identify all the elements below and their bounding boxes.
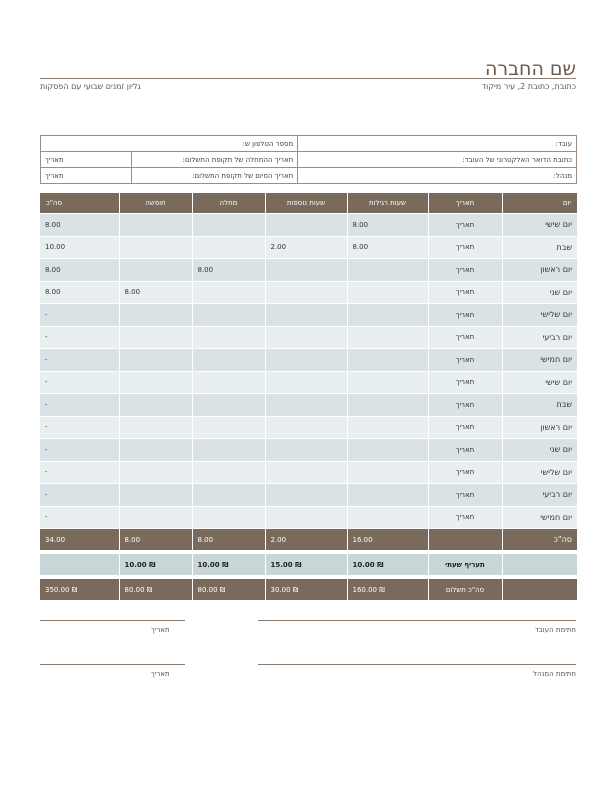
cell-day[interactable]: יום חמישי — [502, 506, 577, 529]
cell-regular[interactable] — [347, 259, 428, 282]
cell-vacation[interactable]: 8.00 — [119, 281, 192, 304]
cell-sick[interactable]: 8.00 — [192, 259, 265, 282]
cell-total: - — [40, 439, 119, 462]
cell-sick[interactable] — [192, 484, 265, 507]
cell-date[interactable]: תאריך — [428, 236, 502, 259]
cell-vacation[interactable] — [119, 461, 192, 484]
cell-vacation[interactable] — [119, 439, 192, 462]
cell-regular[interactable] — [347, 439, 428, 462]
employee-label[interactable]: עובד: — [298, 136, 577, 152]
cell-date[interactable]: תאריך — [428, 259, 502, 282]
cell-regular[interactable] — [347, 394, 428, 417]
cell-regular[interactable] — [347, 304, 428, 327]
cell-total: - — [40, 304, 119, 327]
cell-day[interactable]: יום רביעי — [502, 326, 577, 349]
timesheet-table — [40, 193, 577, 600]
manager-signature-label: חתימת המנהל — [532, 670, 576, 678]
cell-date[interactable]: תאריך — [428, 214, 502, 237]
manager-label[interactable]: מנהל: — [298, 168, 577, 184]
cell-total: - — [40, 506, 119, 529]
rate-regular[interactable]: ₪ 10.00 — [347, 554, 428, 576]
employee-signature-line[interactable] — [258, 620, 576, 621]
cell-overtime[interactable] — [265, 439, 347, 462]
pay-regular: ₪ 160.00 — [347, 579, 428, 601]
cell-date[interactable]: תאריך — [428, 439, 502, 462]
cell-vacation[interactable] — [119, 394, 192, 417]
cell-vacation[interactable] — [119, 484, 192, 507]
cell-vacation[interactable] — [119, 236, 192, 259]
totals-overtime: 2.00 — [265, 529, 347, 551]
rate-total-empty — [40, 554, 119, 576]
table-row — [40, 484, 577, 507]
cell-sick[interactable] — [192, 461, 265, 484]
manager-signature-line[interactable] — [258, 664, 576, 665]
cell-day[interactable]: יום חמישי — [502, 349, 577, 372]
table-row — [40, 394, 577, 417]
cell-overtime[interactable] — [265, 416, 347, 439]
cell-regular[interactable] — [347, 326, 428, 349]
cell-sick[interactable] — [192, 236, 265, 259]
cell-total: - — [40, 371, 119, 394]
cell-date[interactable]: תאריך — [428, 461, 502, 484]
email-label[interactable]: כתובת הדואר האלקטרוני של העובד: — [298, 152, 577, 168]
cell-sick[interactable] — [192, 416, 265, 439]
table-row — [40, 281, 577, 304]
cell-regular[interactable] — [347, 416, 428, 439]
totals-vacation: 8.00 — [119, 529, 192, 551]
cell-sick[interactable] — [192, 506, 265, 529]
employee-signature-label: חתימת העובד — [534, 626, 576, 634]
cell-regular[interactable] — [347, 506, 428, 529]
col-day: יום — [502, 193, 577, 214]
header-divider — [40, 78, 576, 79]
pay-sick: ₪ 80.00 — [192, 579, 265, 601]
cell-regular[interactable] — [347, 461, 428, 484]
cell-overtime[interactable] — [265, 394, 347, 417]
col-overtime: שעות נוספות — [265, 193, 347, 214]
col-date: תאריך — [428, 193, 502, 214]
col-total: סה"כ — [40, 193, 119, 214]
cell-overtime[interactable] — [265, 461, 347, 484]
cell-total: - — [40, 484, 119, 507]
period-start-label: תאריך ההתחלה של תקופת התשלום: — [132, 152, 298, 168]
cell-overtime[interactable] — [265, 371, 347, 394]
cell-vacation[interactable] — [119, 304, 192, 327]
cell-sick[interactable] — [192, 371, 265, 394]
cell-regular[interactable]: 8.00 — [347, 214, 428, 237]
cell-overtime[interactable]: 2.00 — [265, 236, 347, 259]
col-sick: מחלה — [192, 193, 265, 214]
table-row — [40, 259, 577, 282]
phone-label[interactable]: מספר הטלפון ש: — [41, 136, 298, 152]
cell-date[interactable]: תאריך — [428, 304, 502, 327]
rate-label: תעריף שעתי — [428, 554, 502, 576]
cell-overtime[interactable] — [265, 304, 347, 327]
cell-vacation[interactable] — [119, 416, 192, 439]
cell-date[interactable]: תאריך — [428, 416, 502, 439]
cell-sick[interactable] — [192, 349, 265, 372]
rate-sick[interactable]: ₪ 10.00 — [192, 554, 265, 576]
table-row — [40, 371, 577, 394]
totals-total: 34.00 — [40, 529, 119, 551]
cell-date[interactable]: תאריך — [428, 484, 502, 507]
cell-regular[interactable] — [347, 349, 428, 372]
rate-empty-cell — [502, 554, 577, 576]
cell-overtime[interactable] — [265, 349, 347, 372]
employee-date-line[interactable] — [40, 620, 185, 621]
table-row — [40, 461, 577, 484]
table-row — [40, 416, 577, 439]
cell-day[interactable]: שבת — [502, 394, 577, 417]
cell-vacation[interactable] — [119, 371, 192, 394]
cell-total: 10.00 — [40, 236, 119, 259]
rate-row — [40, 554, 577, 576]
cell-total: - — [40, 349, 119, 372]
table-row — [40, 304, 577, 327]
cell-total: - — [40, 416, 119, 439]
pay-label: סה"כ תשלום — [428, 579, 502, 601]
cell-total: 8.00 — [40, 281, 119, 304]
cell-vacation[interactable] — [119, 326, 192, 349]
cell-sick[interactable] — [192, 304, 265, 327]
pay-overtime: ₪ 30.00 — [265, 579, 347, 601]
cell-total: - — [40, 461, 119, 484]
cell-regular[interactable] — [347, 371, 428, 394]
table-row — [40, 506, 577, 529]
employee-info-table — [40, 135, 577, 184]
cell-date[interactable]: תאריך — [428, 349, 502, 372]
period-end-value[interactable]: תאריך — [41, 168, 132, 184]
cell-total: 8.00 — [40, 259, 119, 282]
cell-day[interactable]: יום שלישי — [502, 304, 577, 327]
rate-vacation[interactable]: ₪ 10.00 — [119, 554, 192, 576]
cell-sick[interactable] — [192, 439, 265, 462]
manager-date-line[interactable] — [40, 664, 185, 665]
cell-date[interactable]: תאריך — [428, 506, 502, 529]
rate-overtime[interactable]: ₪ 15.00 — [265, 554, 347, 576]
totals-sick: 8.00 — [192, 529, 265, 551]
company-name: שם החברה — [484, 58, 576, 80]
table-row — [40, 439, 577, 462]
cell-overtime[interactable] — [265, 506, 347, 529]
totals-label: סה"כ — [502, 529, 577, 551]
document-subtitle: גליון זמנים שבועי עם הפסקות — [40, 82, 141, 91]
cell-sick[interactable] — [192, 326, 265, 349]
cell-day[interactable]: יום ראשון — [502, 259, 577, 282]
cell-date[interactable]: תאריך — [428, 394, 502, 417]
period-end-label: תאריך הסיום של תקופת התשלום: — [132, 168, 298, 184]
pay-vacation: ₪ 80.00 — [119, 579, 192, 601]
table-row — [40, 326, 577, 349]
cell-day[interactable]: יום רביעי — [502, 484, 577, 507]
cell-sick[interactable] — [192, 281, 265, 304]
totals-regular: 16.00 — [347, 529, 428, 551]
cell-date[interactable]: תאריך — [428, 371, 502, 394]
cell-vacation[interactable] — [119, 506, 192, 529]
cell-day[interactable]: יום שני — [502, 439, 577, 462]
company-address: כתובת, כתובת 2, עיר מיקוד — [481, 82, 576, 91]
cell-date[interactable]: תאריך — [428, 281, 502, 304]
cell-sick[interactable] — [192, 394, 265, 417]
cell-regular[interactable] — [347, 484, 428, 507]
cell-overtime[interactable] — [265, 281, 347, 304]
period-start-value[interactable]: תאריך — [41, 152, 132, 168]
cell-day[interactable]: יום שני — [502, 281, 577, 304]
table-row — [40, 236, 577, 259]
cell-total: - — [40, 394, 119, 417]
cell-overtime[interactable] — [265, 259, 347, 282]
cell-day[interactable]: שבת — [502, 236, 577, 259]
cell-total: 8.00 — [40, 214, 119, 237]
pay-total: ₪ 350.00 — [40, 579, 119, 601]
cell-regular[interactable]: 8.00 — [347, 236, 428, 259]
cell-overtime[interactable] — [265, 484, 347, 507]
totals-row — [40, 529, 577, 551]
col-vacation: חופשה — [119, 193, 192, 214]
cell-vacation[interactable] — [119, 259, 192, 282]
cell-overtime[interactable] — [265, 214, 347, 237]
col-regular: שעות רגילות — [347, 193, 428, 214]
cell-vacation[interactable] — [119, 349, 192, 372]
cell-overtime[interactable] — [265, 326, 347, 349]
cell-sick[interactable] — [192, 214, 265, 237]
pay-row — [40, 579, 577, 601]
pay-empty-cell — [502, 579, 577, 601]
manager-date-label: תאריך — [151, 670, 170, 678]
cell-day[interactable]: יום שלישי — [502, 461, 577, 484]
cell-day[interactable]: יום שישי — [502, 371, 577, 394]
employee-date-label: תאריך — [151, 626, 170, 634]
table-header-row — [40, 193, 577, 214]
cell-date[interactable]: תאריך — [428, 326, 502, 349]
cell-day[interactable]: יום ראשון — [502, 416, 577, 439]
cell-regular[interactable] — [347, 281, 428, 304]
cell-total: - — [40, 326, 119, 349]
totals-date-cell — [428, 529, 502, 551]
table-row — [40, 214, 577, 237]
cell-day[interactable]: יום שישי — [502, 214, 577, 237]
table-row — [40, 349, 577, 372]
cell-vacation[interactable] — [119, 214, 192, 237]
